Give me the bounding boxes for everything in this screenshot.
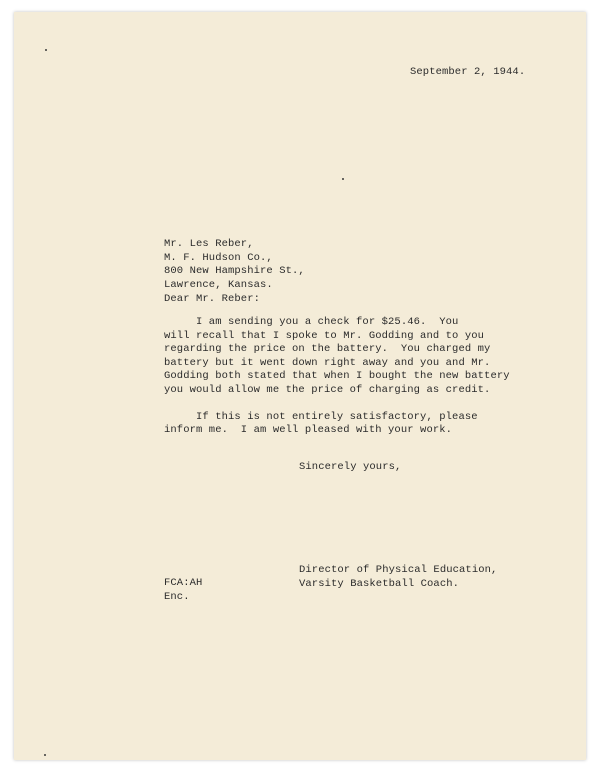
signature-block <box>299 564 497 591</box>
body-line: battery but it went down right away and you and Mr. <box>164 356 491 369</box>
body-line: will recall that I spoke to Mr. Godding and to you <box>164 329 485 342</box>
reference-line: FCA:AH <box>164 577 203 589</box>
letter-body <box>164 316 510 438</box>
body-line: I am sending you a check for $25.46. You <box>164 316 459 328</box>
address-line: Mr. Les Reber, <box>164 238 254 250</box>
letter-date: September 2, 1944. <box>410 66 526 78</box>
recipient-address <box>164 238 305 292</box>
paper-speck <box>44 754 46 756</box>
reference-line: Enc. <box>164 590 190 603</box>
address-line: Lawrence, Kansas. <box>164 278 273 291</box>
body-line: Godding both stated that when I bought the new battery <box>164 370 510 382</box>
salutation: Dear Mr. Reber: <box>164 293 261 305</box>
body-line-blank <box>164 397 510 411</box>
closing: Sincerely yours, <box>299 461 402 473</box>
paper-speck <box>45 49 47 51</box>
signature-line: Director of Physical Education, <box>299 564 498 576</box>
signature-line: Varsity Basketball Coach. <box>299 577 460 590</box>
body-line: you would allow me the price of charging as credit. <box>164 383 491 396</box>
body-line: regarding the price on the battery. You charged my <box>164 343 491 355</box>
address-line: M. F. Hudson Co., <box>164 251 273 264</box>
body-line: If this is not entirely satisfactory, please <box>164 410 478 423</box>
body-line: inform me. I am well pleased with your work. <box>164 424 453 436</box>
paper-speck <box>342 178 344 180</box>
address-line: 800 New Hampshire St., <box>164 265 305 277</box>
reference-initials <box>164 577 202 604</box>
